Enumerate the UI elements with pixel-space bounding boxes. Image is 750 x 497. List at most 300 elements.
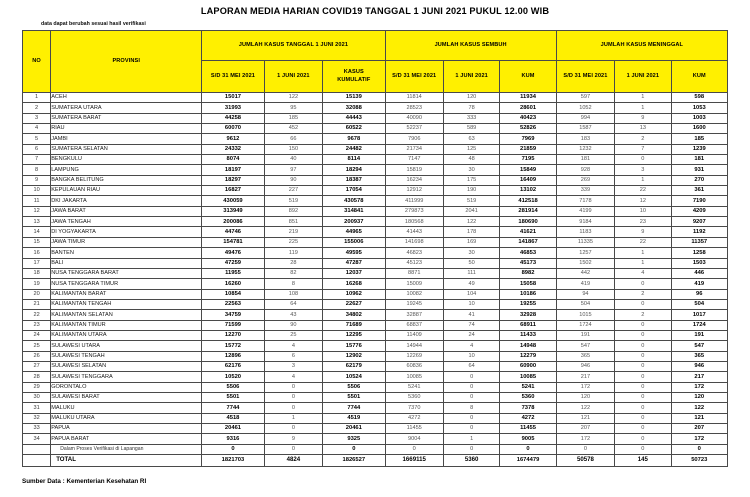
row-no: 22: [23, 310, 51, 320]
row-cases-sd: 18297: [202, 175, 264, 185]
row-cases-sd: 47259: [202, 258, 264, 268]
row-cases-day: 66: [264, 134, 322, 144]
row-province: BANGKA BELITUNG: [51, 175, 202, 185]
row-cases-kum: 60522: [323, 124, 385, 134]
row-cases-kum: 0: [323, 444, 385, 454]
row-deaths-day: 0: [615, 351, 671, 361]
row-cases-kum: 12902: [323, 351, 385, 361]
row-recovered-sd: 141698: [385, 237, 443, 247]
row-deaths-day: 0: [615, 299, 671, 309]
row-recovered-day: 125: [443, 144, 499, 154]
table-row: [23, 424, 728, 434]
row-recovered-sd: 40090: [385, 113, 443, 123]
table-row: [23, 237, 728, 247]
row-deaths-kum: 172: [671, 434, 727, 444]
row-recovered-kum: 141867: [500, 237, 556, 247]
row-recovered-day: 122: [443, 217, 499, 227]
row-recovered-kum: 46853: [500, 248, 556, 258]
row-deaths-sd: 172: [556, 382, 614, 392]
row-recovered-sd: 5360: [385, 392, 443, 402]
row-deaths-sd: 1015: [556, 310, 614, 320]
row-deaths-kum: 547: [671, 341, 727, 351]
row-cases-sd: 31993: [202, 103, 264, 113]
row-no: 18: [23, 268, 51, 278]
row-deaths-sd: 94: [556, 289, 614, 299]
row-no: 1: [23, 93, 51, 103]
row-deaths-kum: 96: [671, 289, 727, 299]
row-recovered-day: 30: [443, 165, 499, 175]
row-recovered-day: 8: [443, 403, 499, 413]
row-deaths-kum: 181: [671, 155, 727, 165]
row-deaths-day: 4: [615, 268, 671, 278]
row-recovered-day: 519: [443, 196, 499, 206]
row-province: SUMATERA BARAT: [51, 113, 202, 123]
row-no: 33: [23, 424, 51, 434]
row-no: 30: [23, 392, 51, 402]
table-container: [22, 30, 728, 467]
row-cases-kum: 430578: [323, 196, 385, 206]
row-deaths-kum: 270: [671, 175, 727, 185]
row-cases-sd: 12270: [202, 330, 264, 340]
row-recovered-kum: 11433: [500, 330, 556, 340]
row-cases-day: 225: [264, 237, 322, 247]
row-recovered-day: 48: [443, 155, 499, 165]
row-deaths-sd: 4199: [556, 206, 614, 216]
table-row: [23, 196, 728, 206]
table-row: [23, 248, 728, 258]
row-recovered-sd: 15009: [385, 279, 443, 289]
row-deaths-day: 13: [615, 124, 671, 134]
row-cases-sd: 11955: [202, 268, 264, 278]
row-deaths-day: 3: [615, 165, 671, 175]
row-deaths-kum: 1017: [671, 310, 727, 320]
row-deaths-day: 2: [615, 310, 671, 320]
row-recovered-kum: 5241: [500, 382, 556, 392]
row-cases-day: 64: [264, 299, 322, 309]
table-row: [23, 103, 728, 113]
row-deaths-day: 1: [615, 248, 671, 258]
table-row-total: [23, 455, 728, 467]
row-no: 6: [23, 144, 51, 154]
row-recovered-day: 10: [443, 299, 499, 309]
row-recovered-kum: 15849: [500, 165, 556, 175]
row-deaths-day: 10: [615, 206, 671, 216]
row-cases-sd: 200086: [202, 217, 264, 227]
row-cases-day: 95: [264, 103, 322, 113]
row-cases-day: 25: [264, 330, 322, 340]
row-recovered-sd: 0: [385, 444, 443, 454]
row-deaths-kum: 946: [671, 361, 727, 371]
header-cases-sd31mei: S/D 31 MEI 2021: [202, 61, 264, 93]
row-cases-kum: 16268: [323, 279, 385, 289]
table-row: [23, 289, 728, 299]
row-no: 28: [23, 372, 51, 382]
row-no: 8: [23, 165, 51, 175]
row-recovered-day: 333: [443, 113, 499, 123]
table-row: [23, 268, 728, 278]
table-row: [23, 310, 728, 320]
table-row: [23, 361, 728, 371]
row-cases-sd: 44746: [202, 227, 264, 237]
row-recovered-kum: 28601: [500, 103, 556, 113]
row-province: JAWA BARAT: [51, 206, 202, 216]
row-deaths-day: 0: [615, 403, 671, 413]
row-recovered-sd: 10082: [385, 289, 443, 299]
row-recovered-kum: 45173: [500, 258, 556, 268]
table-row: [23, 124, 728, 134]
table-row: [23, 134, 728, 144]
row-recovered-sd: 9004: [385, 434, 443, 444]
row-recovered-sd: 7906: [385, 134, 443, 144]
row-recovered-sd: 46823: [385, 248, 443, 258]
row-recovered-day: 64: [443, 361, 499, 371]
row-province: Dalam Proses Verifikasi di Lapangan: [51, 444, 202, 454]
row-recovered-sd: 12912: [385, 186, 443, 196]
row-deaths-sd: 121: [556, 413, 614, 423]
row-recovered-kum: 7195: [500, 155, 556, 165]
row-no: 13: [23, 217, 51, 227]
verification-note: data dapat berubah sesuai hasil verifikasi: [41, 21, 146, 27]
header-recovered-sd31mei: S/D 31 MEI 2021: [385, 61, 443, 93]
row-deaths-sd: 1232: [556, 144, 614, 154]
row-recovered-day: 0: [443, 372, 499, 382]
row-recovered-sd: 14944: [385, 341, 443, 351]
header-no: NO: [23, 31, 51, 93]
row-recovered-kum: 8982: [500, 268, 556, 278]
row-cases-day: 452: [264, 124, 322, 134]
row-recovered-day: 50: [443, 258, 499, 268]
row-deaths-day: 0: [615, 382, 671, 392]
row-cases-day: 4: [264, 372, 322, 382]
row-no: 17: [23, 258, 51, 268]
row-cases-kum: 49595: [323, 248, 385, 258]
row-deaths-kum: 931: [671, 165, 727, 175]
row-deaths-day: 2: [615, 289, 671, 299]
row-no: 5: [23, 134, 51, 144]
row-recovered-sd: 11455: [385, 424, 443, 434]
row-deaths-sd: 504: [556, 299, 614, 309]
row-deaths-sd: 1257: [556, 248, 614, 258]
row-cases-sd: 16260: [202, 279, 264, 289]
row-recovered-sd: 1669115: [385, 455, 443, 467]
header-group-cases: JUMLAH KASUS TANGGAL 1 JUNI 2021: [202, 31, 385, 61]
row-province: PAPUA BARAT: [51, 434, 202, 444]
table-row: [23, 175, 728, 185]
row-recovered-day: 190: [443, 186, 499, 196]
row-cases-kum: 1826527: [323, 455, 385, 467]
row-recovered-day: 78: [443, 103, 499, 113]
row-recovered-day: 2041: [443, 206, 499, 216]
row-cases-sd: 10520: [202, 372, 264, 382]
row-recovered-day: 30: [443, 248, 499, 258]
table-row: [23, 434, 728, 444]
table-row: [23, 413, 728, 423]
row-recovered-kum: 7378: [500, 403, 556, 413]
row-deaths-sd: 1183: [556, 227, 614, 237]
row-deaths-day: 0: [615, 279, 671, 289]
row-recovered-kum: 4272: [500, 413, 556, 423]
row-province: GORONTALO: [51, 382, 202, 392]
row-no: 26: [23, 351, 51, 361]
row-deaths-day: 1: [615, 103, 671, 113]
table-row: [23, 403, 728, 413]
row-recovered-day: 111: [443, 268, 499, 278]
row-province: KALIMANTAN BARAT: [51, 289, 202, 299]
row-recovered-day: 169: [443, 237, 499, 247]
row-province: SULAWESI UTARA: [51, 341, 202, 351]
row-cases-kum: 314841: [323, 206, 385, 216]
row-recovered-kum: 52826: [500, 124, 556, 134]
row-province: BENGKULU: [51, 155, 202, 165]
row-recovered-day: 5360: [443, 455, 499, 467]
row-recovered-kum: 412518: [500, 196, 556, 206]
row-cases-day: 28: [264, 258, 322, 268]
row-cases-sd: 12896: [202, 351, 264, 361]
table-row: [23, 206, 728, 216]
row-no: [23, 444, 51, 454]
table-row: [23, 299, 728, 309]
row-recovered-sd: 45123: [385, 258, 443, 268]
row-recovered-day: 0: [443, 424, 499, 434]
row-no: 32: [23, 413, 51, 423]
row-recovered-sd: 28523: [385, 103, 443, 113]
row-deaths-kum: 122: [671, 403, 727, 413]
row-deaths-day: 1: [615, 93, 671, 103]
row-cases-sd: 0: [202, 444, 264, 454]
row-cases-day: 90: [264, 320, 322, 330]
row-recovered-sd: 5241: [385, 382, 443, 392]
row-recovered-day: 120: [443, 93, 499, 103]
row-deaths-sd: 994: [556, 113, 614, 123]
row-recovered-kum: 9005: [500, 434, 556, 444]
row-cases-sd: 154781: [202, 237, 264, 247]
row-cases-sd: 16827: [202, 186, 264, 196]
source-note: Sumber Data : Kementerian Kesehatan RI: [22, 478, 147, 486]
row-deaths-day: 0: [615, 341, 671, 351]
row-cases-day: 4: [264, 341, 322, 351]
row-cases-sd: 5506: [202, 382, 264, 392]
row-province: PAPUA: [51, 424, 202, 434]
row-recovered-kum: 15058: [500, 279, 556, 289]
row-recovered-sd: 68837: [385, 320, 443, 330]
row-recovered-day: 24: [443, 330, 499, 340]
row-deaths-kum: 1258: [671, 248, 727, 258]
row-deaths-kum: 172: [671, 382, 727, 392]
row-recovered-day: 589: [443, 124, 499, 134]
row-recovered-sd: 32887: [385, 310, 443, 320]
row-cases-day: 43: [264, 310, 322, 320]
row-cases-day: 108: [264, 289, 322, 299]
row-cases-kum: 8114: [323, 155, 385, 165]
row-deaths-kum: 1503: [671, 258, 727, 268]
row-recovered-sd: 16234: [385, 175, 443, 185]
row-cases-day: 1: [264, 413, 322, 423]
row-deaths-kum: 7190: [671, 196, 727, 206]
row-deaths-kum: 1239: [671, 144, 727, 154]
row-deaths-sd: 269: [556, 175, 614, 185]
row-cases-day: 8: [264, 279, 322, 289]
row-cases-day: 122: [264, 93, 322, 103]
table-row: [23, 144, 728, 154]
row-recovered-kum: 19255: [500, 299, 556, 309]
row-deaths-sd: 0: [556, 444, 614, 454]
row-deaths-kum: 11357: [671, 237, 727, 247]
row-no: 15: [23, 237, 51, 247]
row-cases-day: 119: [264, 248, 322, 258]
row-cases-sd: 24332: [202, 144, 264, 154]
row-deaths-day: 0: [615, 434, 671, 444]
row-recovered-sd: 7147: [385, 155, 443, 165]
row-recovered-kum: 16409: [500, 175, 556, 185]
row-recovered-kum: 11934: [500, 93, 556, 103]
row-recovered-kum: 281914: [500, 206, 556, 216]
row-deaths-kum: 1003: [671, 113, 727, 123]
table-row: [23, 186, 728, 196]
row-deaths-day: 0: [615, 424, 671, 434]
row-cases-kum: 9678: [323, 134, 385, 144]
row-recovered-sd: 4272: [385, 413, 443, 423]
row-cases-kum: 200937: [323, 217, 385, 227]
row-recovered-sd: 41443: [385, 227, 443, 237]
row-cases-sd: 1821703: [202, 455, 264, 467]
row-cases-kum: 44965: [323, 227, 385, 237]
table-row-pending: [23, 444, 728, 454]
row-cases-sd: 15772: [202, 341, 264, 351]
row-cases-day: 6: [264, 351, 322, 361]
row-cases-day: 40: [264, 155, 322, 165]
row-cases-sd: 71599: [202, 320, 264, 330]
row-deaths-kum: 9207: [671, 217, 727, 227]
row-cases-sd: 4518: [202, 413, 264, 423]
row-deaths-sd: 365: [556, 351, 614, 361]
row-recovered-kum: 60900: [500, 361, 556, 371]
row-deaths-day: 1: [615, 175, 671, 185]
row-no: 2: [23, 103, 51, 113]
row-cases-sd: 313949: [202, 206, 264, 216]
header-kasus-line1: KASUS: [343, 69, 364, 75]
row-deaths-kum: 120: [671, 392, 727, 402]
row-cases-sd: 430059: [202, 196, 264, 206]
header-cases-1juni: 1 JUNI 2021: [264, 61, 322, 93]
row-cases-sd: 8074: [202, 155, 264, 165]
row-deaths-sd: 11335: [556, 237, 614, 247]
row-province: JAMBI: [51, 134, 202, 144]
row-recovered-kum: 0: [500, 444, 556, 454]
header-kasus-line2: KUMULATIF: [337, 76, 371, 83]
row-deaths-kum: 191: [671, 330, 727, 340]
table-body: [23, 93, 728, 467]
row-recovered-day: 104: [443, 289, 499, 299]
table-row: [23, 113, 728, 123]
row-no: 9: [23, 175, 51, 185]
row-deaths-sd: 183: [556, 134, 614, 144]
row-recovered-sd: 60836: [385, 361, 443, 371]
row-cases-kum: 32088: [323, 103, 385, 113]
row-no: 24: [23, 330, 51, 340]
row-deaths-kum: 0: [671, 444, 727, 454]
row-recovered-day: 10: [443, 351, 499, 361]
row-no: 4: [23, 124, 51, 134]
row-deaths-day: 0: [615, 372, 671, 382]
row-deaths-day: 7: [615, 144, 671, 154]
row-no: [23, 455, 51, 467]
row-cases-sd: 7744: [202, 403, 264, 413]
row-deaths-sd: 442: [556, 268, 614, 278]
row-recovered-sd: 11814: [385, 93, 443, 103]
header-deaths-sd31mei: S/D 31 MEI 2021: [556, 61, 614, 93]
row-province: KALIMANTAN SELATAN: [51, 310, 202, 320]
row-province: BALI: [51, 258, 202, 268]
row-no: 25: [23, 341, 51, 351]
row-deaths-day: 0: [615, 330, 671, 340]
row-recovered-kum: 10186: [500, 289, 556, 299]
row-deaths-sd: 191: [556, 330, 614, 340]
row-deaths-sd: 217: [556, 372, 614, 382]
row-cases-sd: 10854: [202, 289, 264, 299]
row-cases-sd: 18197: [202, 165, 264, 175]
row-cases-sd: 62176: [202, 361, 264, 371]
row-no: 14: [23, 227, 51, 237]
row-province: NUSA TENGGARA BARAT: [51, 268, 202, 278]
row-deaths-kum: 121: [671, 413, 727, 423]
row-deaths-sd: 207: [556, 424, 614, 434]
row-deaths-day: 0: [615, 444, 671, 454]
row-cases-sd: 49476: [202, 248, 264, 258]
row-recovered-kum: 68911: [500, 320, 556, 330]
row-province: KALIMANTAN TIMUR: [51, 320, 202, 330]
row-deaths-sd: 1502: [556, 258, 614, 268]
row-cases-day: 219: [264, 227, 322, 237]
row-province: TOTAL: [51, 455, 202, 467]
row-cases-sd: 5501: [202, 392, 264, 402]
row-no: 3: [23, 113, 51, 123]
row-no: 19: [23, 279, 51, 289]
row-recovered-sd: 11409: [385, 330, 443, 340]
row-recovered-day: 178: [443, 227, 499, 237]
row-cases-kum: 34802: [323, 310, 385, 320]
row-province: MALUKU: [51, 403, 202, 413]
row-recovered-kum: 11455: [500, 424, 556, 434]
row-no: 23: [23, 320, 51, 330]
row-cases-day: 9: [264, 434, 322, 444]
row-cases-kum: 15139: [323, 93, 385, 103]
header-group-recovered: JUMLAH KASUS SEMBUH: [385, 31, 556, 61]
row-cases-kum: 5501: [323, 392, 385, 402]
row-cases-kum: 12037: [323, 268, 385, 278]
row-province: JAWA TENGAH: [51, 217, 202, 227]
row-cases-day: 82: [264, 268, 322, 278]
row-cases-kum: 18294: [323, 165, 385, 175]
table-row: [23, 392, 728, 402]
row-no: 27: [23, 361, 51, 371]
table-row: [23, 227, 728, 237]
row-province: ACEH: [51, 93, 202, 103]
row-cases-day: 0: [264, 382, 322, 392]
row-deaths-day: 1: [615, 258, 671, 268]
row-deaths-kum: 4209: [671, 206, 727, 216]
row-cases-kum: 7744: [323, 403, 385, 413]
row-deaths-kum: 1053: [671, 103, 727, 113]
table-row: [23, 351, 728, 361]
row-deaths-kum: 185: [671, 134, 727, 144]
row-deaths-day: 9: [615, 227, 671, 237]
row-recovered-day: 0: [443, 382, 499, 392]
row-recovered-kum: 13102: [500, 186, 556, 196]
table-row: [23, 320, 728, 330]
row-cases-day: 0: [264, 424, 322, 434]
row-recovered-day: 49: [443, 279, 499, 289]
row-recovered-day: 0: [443, 413, 499, 423]
